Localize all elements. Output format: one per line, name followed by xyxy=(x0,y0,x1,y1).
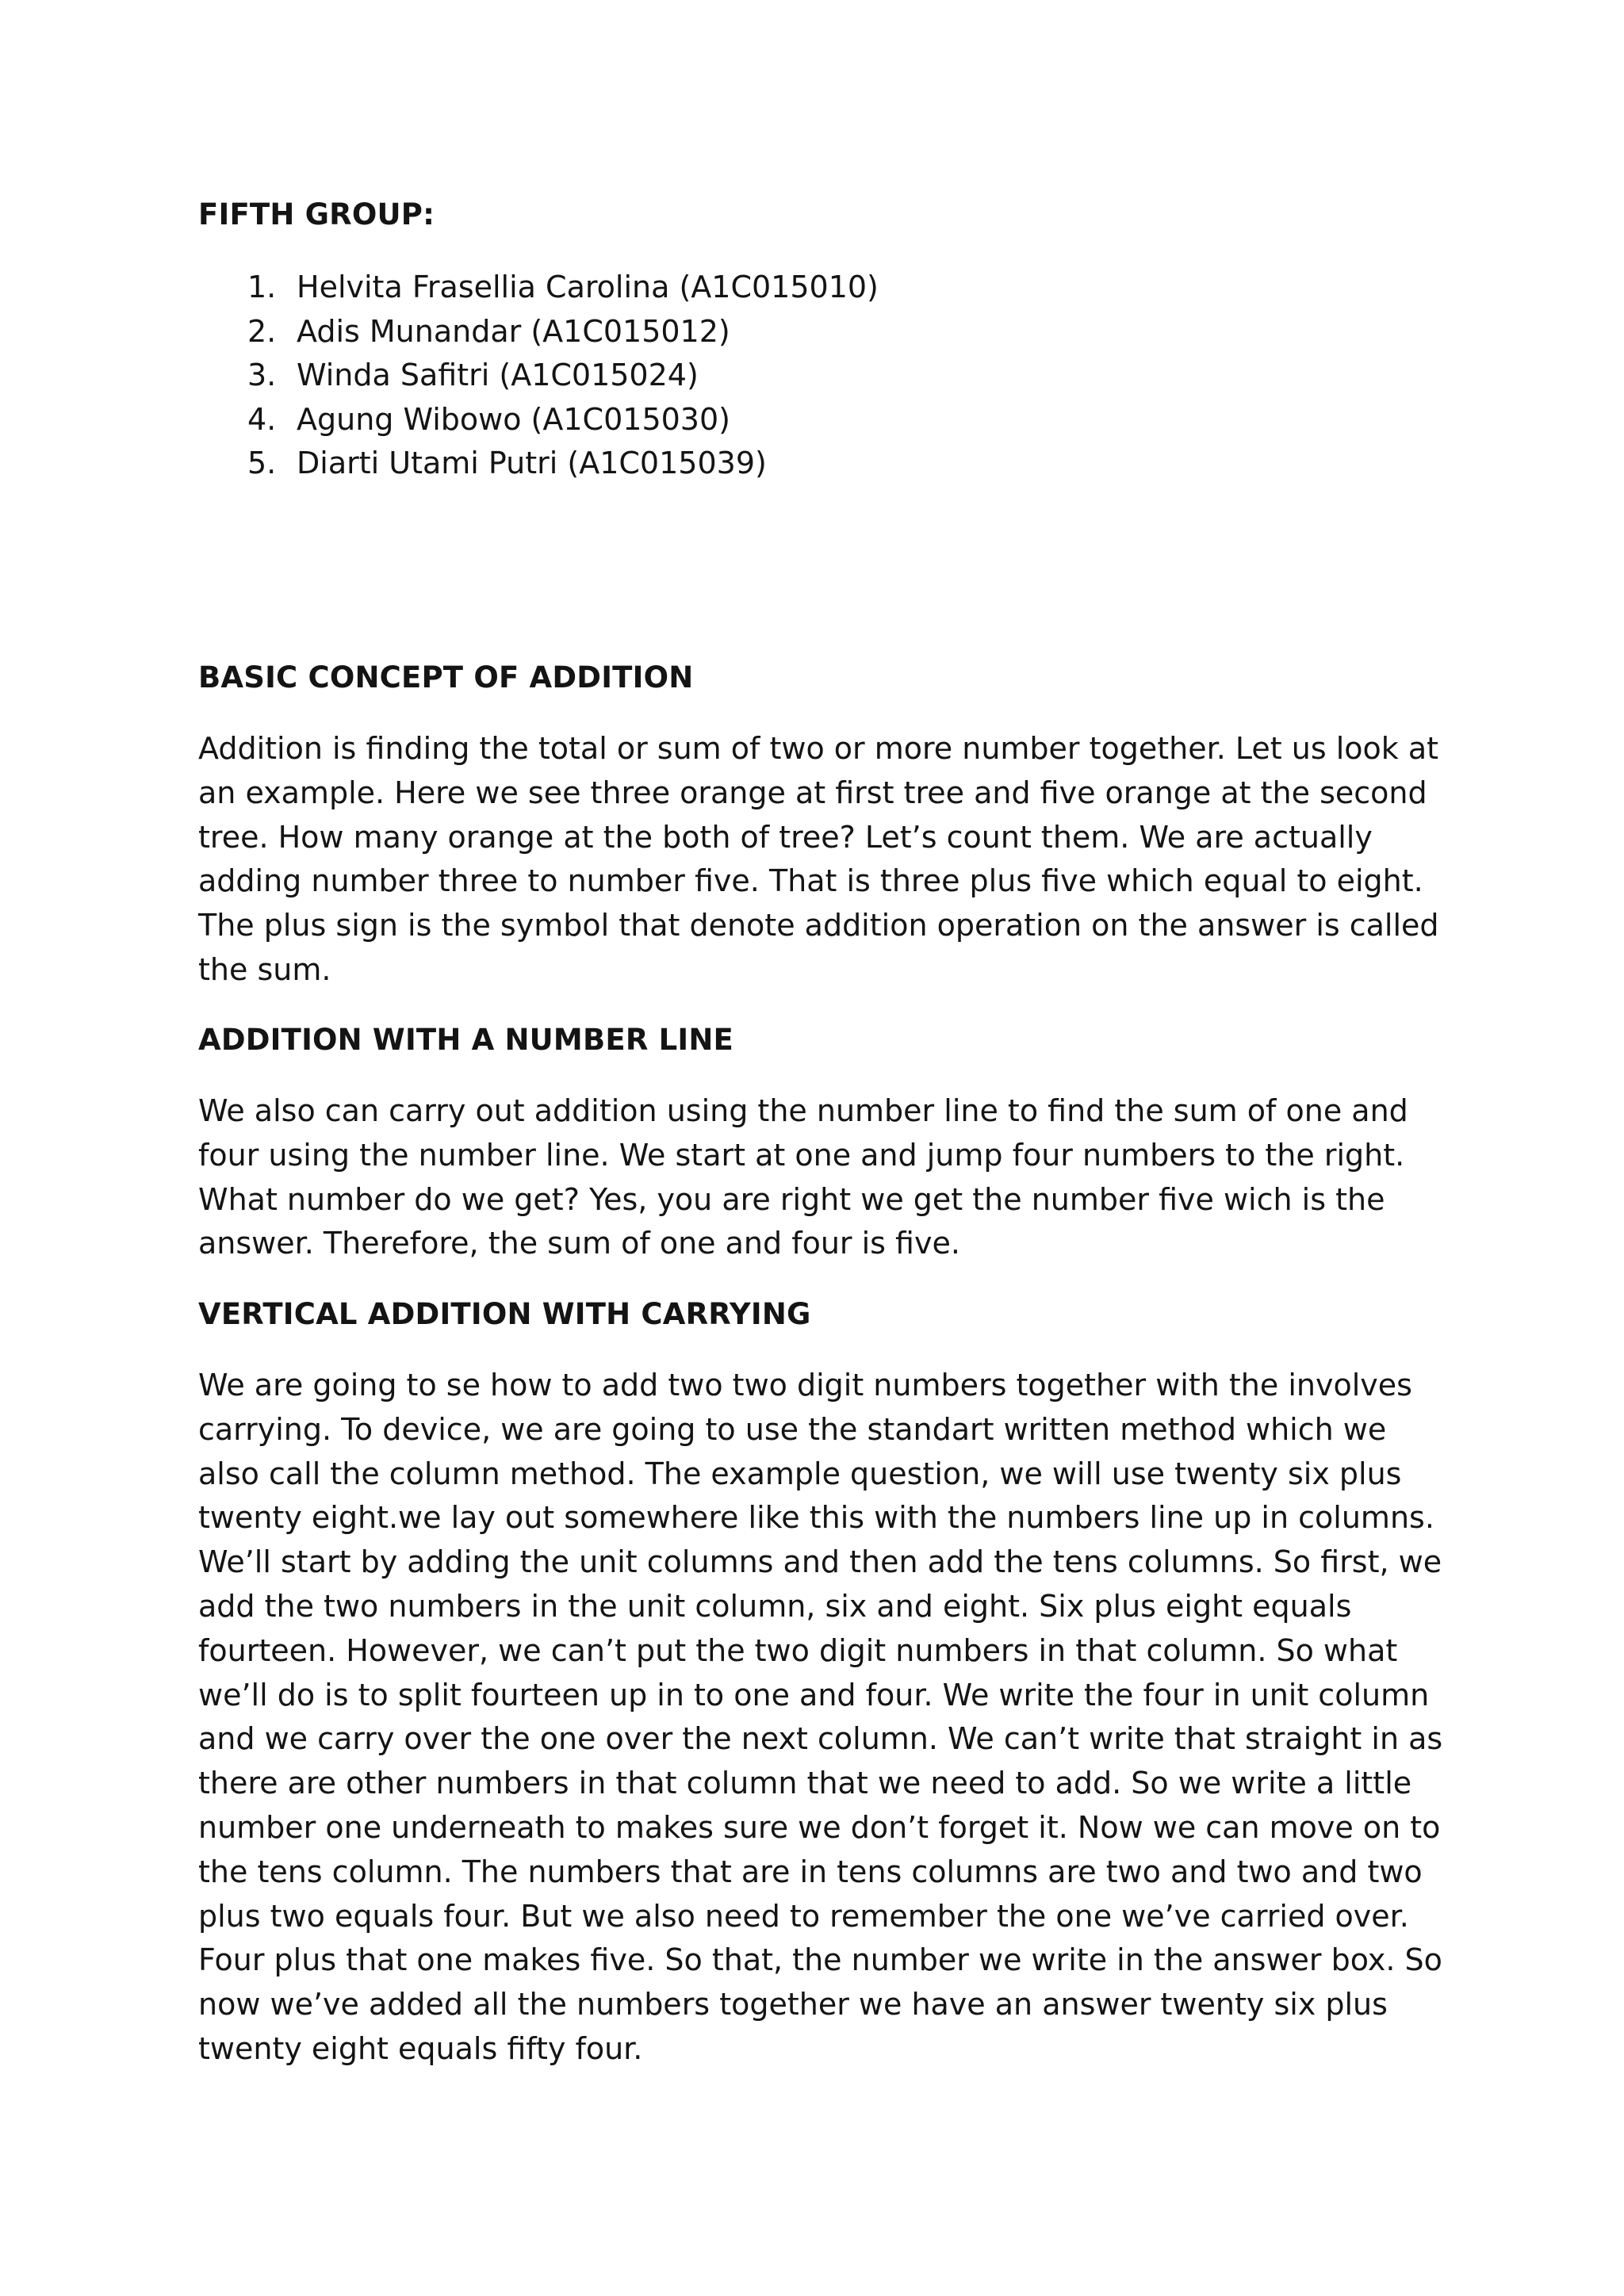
basic-concept-paragraph: Addition is finding the total or sum of two or more number together. Let us look at an example. Here we see three orange at first tree and five orange at the second tree. How many orange at the both of tree? Let’s count them. We are actually adding number three to number five. That is three plus five which equal to eight. The plus sign is the symbol that denote addition operation on the answer is called the sum. xyxy=(198,731,1439,987)
list-item xyxy=(198,398,879,442)
member-name: Helvita Frasellia Carolina (A1C015010) xyxy=(297,270,879,304)
list-number: 4. xyxy=(247,401,277,437)
list-number: 3. xyxy=(247,358,277,392)
number-line-paragraph: We also can carry out addition using the number line to find the sum of one and four using the number line. We start at one and jump four numbers to the right. What number do we get? Yes, you are right we get the number five wich is the answer. Therefore, the sum of one and four is five. xyxy=(198,1093,1408,1261)
number-line-heading: ADDITION WITH A NUMBER LINE xyxy=(198,1023,733,1057)
member-name: Winda Safitri (A1C015024) xyxy=(297,358,699,392)
list-number: 2. xyxy=(247,313,277,349)
list-item xyxy=(198,354,879,398)
member-name: Adis Munandar (A1C015012) xyxy=(297,313,730,349)
vertical-addition-paragraph: We are going to se how to add two two digit numbers together with the involves carrying. To device, we are going to use the standart written method which we also call the column method. The example question, we will use twenty six plus twenty eight.we lay out somewhere like this with the numbers line up in columns. We’ll start by adding the unit columns and then add the tens columns. So first, we add the two numbers in the unit column, six and eight. Six plus eight equals fourteen. However, we can’t put the two digit numbers in that column. So what we’ll do is to split fourteen up in to one and four. We write the four in unit column and we carry over the one over the next column. We can’t write that straight in as there are other numbers in that column that we need to add. So we write a little number one underneath to makes sure we don’t forget it. Now we can move on to the tens column. The numbers that are in tens columns are two and two and two plus two equals four. But we also need to remember the one we’ve carried over. Four plus that one makes five. So that, the number we write in the answer box. So now we’ve added all the numbers together we have an answer twenty six plus twenty eight equals fifty four. xyxy=(198,1368,1443,2066)
list-number: 1. xyxy=(247,270,277,304)
member-name: Diarti Utami Putri (A1C015039) xyxy=(297,446,767,480)
list-item xyxy=(198,310,879,354)
group-title: FIFTH GROUP: xyxy=(198,197,435,232)
list-number: 5. xyxy=(247,446,277,480)
list-item xyxy=(198,442,879,486)
list-item xyxy=(198,266,879,310)
basic-concept-heading: BASIC CONCEPT OF ADDITION xyxy=(198,660,694,695)
member-name: Agung Wibowo (A1C015030) xyxy=(297,401,730,437)
vertical-addition-heading: VERTICAL ADDITION WITH CARRYING xyxy=(198,1297,811,1331)
member-list xyxy=(198,266,879,486)
